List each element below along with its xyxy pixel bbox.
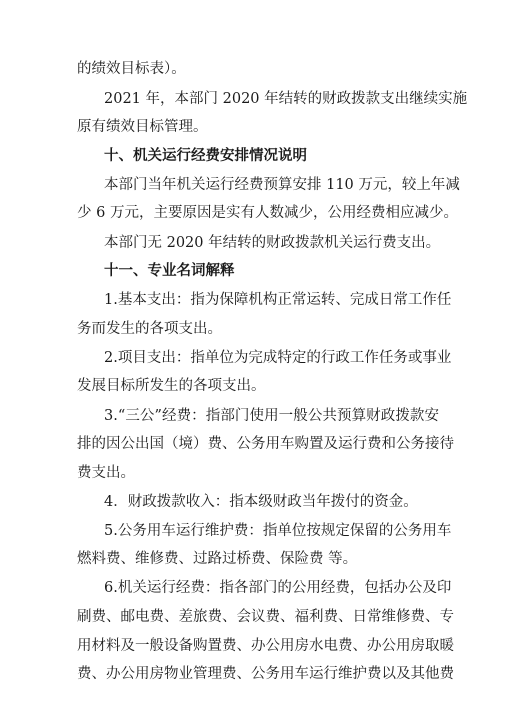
text-line: 的绩效目标表）。 <box>77 61 186 77</box>
text-line: 燃料费、维修费、过路过桥费、保险费 等。 <box>77 551 358 567</box>
text-line: 5.公务用车运行维护费：指单位按规定保留的公务用车 <box>104 523 452 539</box>
text-line: 1.基本支出：指为保障机构正常运转、完成日常工作任 <box>104 292 452 308</box>
text-line: 原有绩效目标管理。 <box>77 119 208 135</box>
text-line: 4．财政拨款收入：指本级财政当年拨付的资金。 <box>104 494 418 510</box>
text-line: 发展目标所发生的各项支出。 <box>77 378 266 394</box>
text-line: 费、办公用房物业管理费、公务用车运行维护费以及其他费 <box>77 666 454 682</box>
text-line: 6.机关运行经费：指各部门的公用经费，包括办公及印 <box>104 580 452 596</box>
text-line: 务而发生的各项支出。 <box>77 321 222 337</box>
section-heading: 十一、专业名词解释 <box>104 263 235 279</box>
section-heading: 十、机关运行经费安排情况说明 <box>104 148 307 164</box>
text-line: 本部门无 2020 年结转的财政拨款机关运行费支出。 <box>104 235 441 251</box>
text-line: 费支出。 <box>77 465 135 481</box>
text-line: 2021 年，本部门 2020 年结转的财政拨款支出继续实施 <box>104 91 468 107</box>
text-line: 刷费、邮电费、差旅费、会议费、福利费、日常维修费、专 <box>77 609 454 625</box>
text-line: 用材料及一般设备购置费、办公用房水电费、办公用房取暖 <box>77 638 454 654</box>
text-line: 本部门当年机关运行经费预算安排 110 万元，较上年减 <box>104 177 460 193</box>
text-line: 排的因公出国（境）费、公务用车购置及运行费和公务接待 <box>77 436 454 452</box>
text-line: 3.“三公”经费：指部门使用一般公共预算财政拨款安 <box>104 408 439 424</box>
text-line: 少 6 万元，主要原因是实有人数减少，公用经费相应减少。 <box>77 205 458 221</box>
text-line: 2.项目支出：指单位为完成特定的行政工作任务或事业 <box>104 350 452 366</box>
